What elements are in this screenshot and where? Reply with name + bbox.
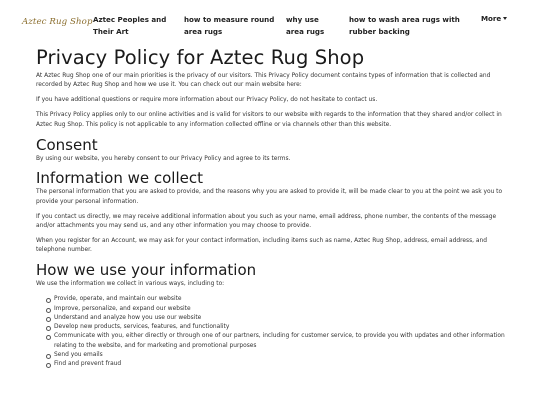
- list-item: Improve, personalize, and expand our website: [46, 305, 506, 314]
- collect-paragraph: When you register for an Account, we may ask for your contact information, including items such as name, Aztec Rug Shop, address, email address, and telephone number.: [36, 238, 487, 254]
- intro-paragraph: If you have additional questions or require more information about our Privacy Policy, do not hesitate to contact us.: [36, 97, 378, 104]
- main-content: [36, 46, 506, 370]
- section-heading-collect: Information we collect: [36, 169, 203, 188]
- list-item: Send you emails: [46, 351, 506, 360]
- nav-link-wash-rugs[interactable]: how to wash area rugs with rubber backing: [349, 15, 460, 36]
- nav-link-aztec-peoples[interactable]: Aztec Peoples and Their Art: [93, 15, 167, 36]
- list-item: Provide, operate, and maintain our website: [46, 295, 506, 304]
- use-list: [46, 295, 506, 369]
- intro-paragraph: This Privacy Policy applies only to our online activities and is valid for visitors to our website with regards to the information that they shared and/or collect in Aztec Rug Shop. This policy is not applicable to any information collected offline or via channels other than this website.: [36, 112, 502, 128]
- nav-link-measure-rugs[interactable]: how to measure round area rugs: [184, 15, 275, 36]
- nav-link-why-use-rugs[interactable]: why use area rugs: [286, 15, 325, 36]
- section-heading-use: How we use your information: [36, 261, 257, 280]
- page-title: Privacy Policy for Aztec Rug Shop: [36, 46, 365, 69]
- chevron-down-icon: [503, 17, 507, 20]
- brand-logo[interactable]: Aztec Rug Shop: [22, 17, 93, 27]
- consent-paragraph: By using our website, you hereby consent to our Privacy Policy and agree to its terms.: [36, 155, 291, 162]
- nav-more-dropdown[interactable]: [481, 14, 507, 23]
- intro-paragraph: At Aztec Rug Shop one of our main priorities is the privacy of our visitors. This Privacy Policy document contains types of information that is collected and recorded by Aztec Rug Shop and how we use it. You can check out our main website here:: [36, 73, 491, 89]
- list-item: Find and prevent fraud: [46, 360, 506, 369]
- collect-paragraph: The personal information that you are asked to provide, and the reasons why you are asked to provide it, will be made clear to you at the point we ask you to provide your personal information.: [36, 189, 503, 205]
- section-heading-consent: Consent: [36, 135, 98, 154]
- list-item: Develop new products, services, features, and functionality: [46, 323, 506, 332]
- navbar: [0, 0, 540, 40]
- collect-paragraph: If you contact us directly, we may receive additional information about you such as your name, email address, phone number, the contents of the message and/or attachments you may send us, and any other information you may choose to provide.: [36, 213, 497, 230]
- nav-more-label: More: [481, 14, 502, 23]
- use-paragraph: We use the information we collect in various ways, including to:: [36, 281, 225, 288]
- list-item: Communicate with you, either directly or through one of our partners, including for customer service, to provide you with updates and other information relating to the website, and for marketing and promotional purposes: [46, 332, 506, 351]
- list-item: Understand and analyze how you use our website: [46, 314, 506, 323]
